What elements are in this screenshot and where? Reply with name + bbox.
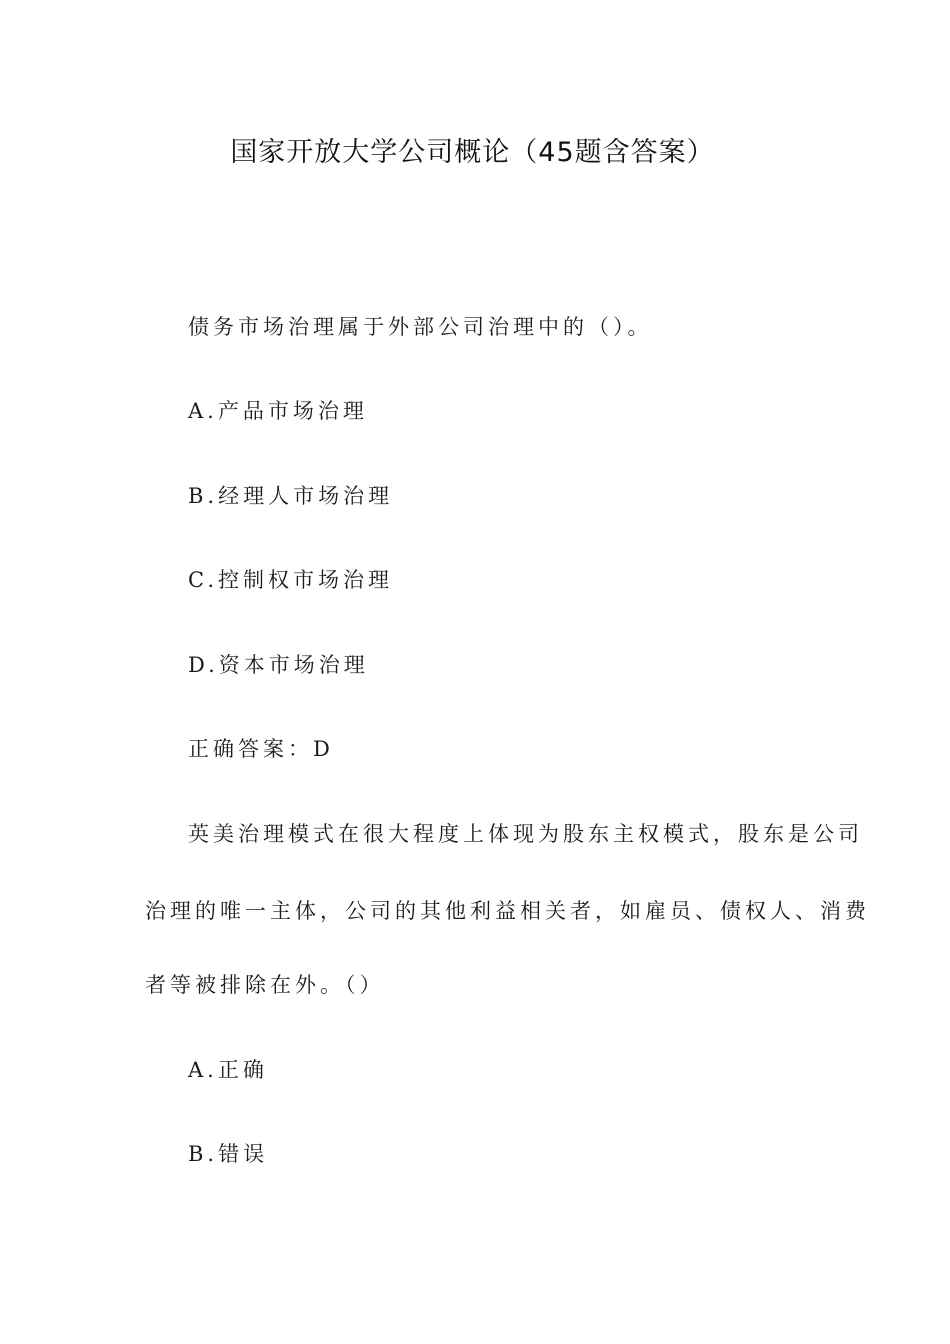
question-2-stem-line-2: 治理的唯一主体，公司的其他利益相关者，如雇员、债权人、消费 <box>145 899 870 923</box>
question-1-stem: 债务市场治理属于外部公司治理中的（）。 <box>188 315 653 339</box>
question-1-option-a: A.产品市场治理 <box>188 399 368 423</box>
question-2-option-a: A.正确 <box>188 1058 268 1082</box>
question-1-option-d: D.资本市场治理 <box>188 653 369 677</box>
question-1-option-c: C.控制权市场治理 <box>188 568 393 592</box>
question-1-answer: 正确答案：D <box>188 737 334 761</box>
question-1-option-b: B.经理人市场治理 <box>188 484 394 508</box>
question-2-stem-line-3: 者等被排除在外。（） <box>145 973 385 997</box>
question-2-stem-line-1: 英美治理模式在很大程度上体现为股东主权模式，股东是公司 <box>188 822 863 846</box>
question-2-option-b: B.错误 <box>188 1142 269 1166</box>
document-title: 国家开放大学公司概论（45题含答案） <box>230 137 715 168</box>
